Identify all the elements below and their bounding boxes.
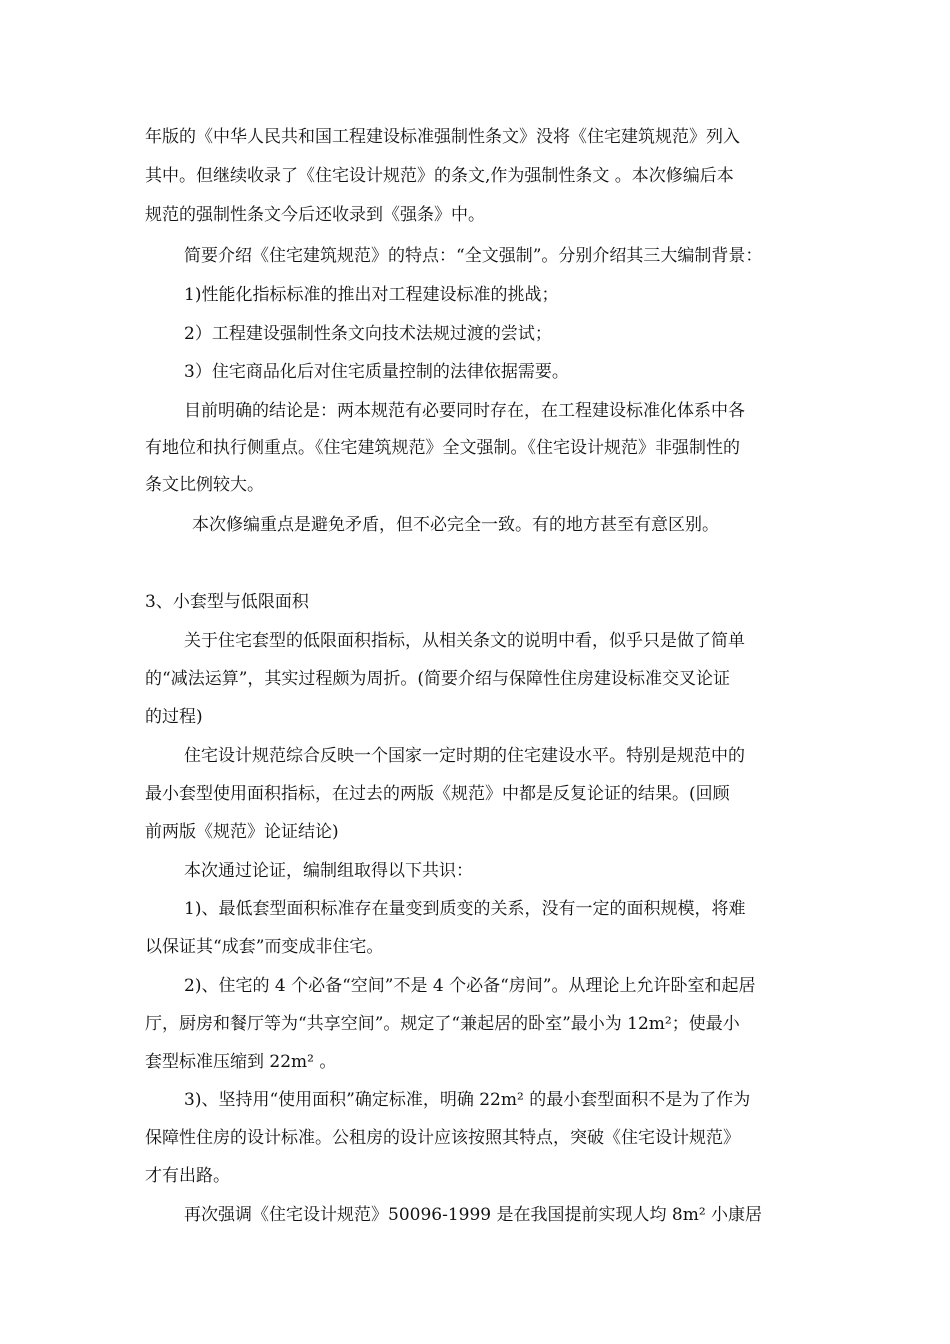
paragraph-line: 以保证其“成套”而变成非住宅。	[145, 937, 384, 957]
list-item: 3）住宅商品化后对住宅质量控制的法律依据需要。	[184, 362, 569, 382]
list-item: 2)、住宅的 4 个必备“空间”不是 4 个必备“房间”。从理论上允许卧室和起居	[184, 976, 756, 996]
list-item: 2）工程建设强制性条文向技术法规过渡的尝试；	[184, 324, 552, 344]
paragraph-line: 的“减法运算”，其实过程颇为周折。(简要介绍与保障性住房建设标准交叉论证	[145, 669, 731, 689]
paragraph-line: 本次通过论证，编制组取得以下共识：	[184, 861, 473, 881]
paragraph-line: 有地位和执行侧重点。《住宅建筑规范》全文强制。《住宅设计规范》非强制性的	[145, 438, 740, 458]
paragraph-line: 其中。但继续收录了《住宅设计规范》的条文,作为强制性条文 。本次修编后本	[145, 166, 734, 186]
paragraph-line: 才有出路。	[145, 1166, 230, 1186]
paragraph-line: 套型标准压缩到 22m² 。	[145, 1052, 337, 1072]
section-heading: 3、小套型与低限面积	[145, 592, 309, 612]
paragraph-line: 本次修编重点是避免矛盾，但不必完全一致。有的地方甚至有意区别。	[192, 515, 719, 535]
paragraph-line: 再次强调《住宅设计规范》50096-1999 是在我国提前实现人均 8m² 小康居	[184, 1205, 763, 1225]
paragraph-line: 关于住宅套型的低限面积指标，从相关条文的说明中看，似乎只是做了简单	[184, 631, 745, 651]
list-item: 3)、坚持用“使用面积”确定标准，明确 22m² 的最小套型面积不是为了作为	[184, 1090, 751, 1110]
paragraph-line: 保障性住房的设计标准。公租房的设计应该按照其特点，突破《住宅设计规范》	[145, 1128, 740, 1148]
paragraph-line: 简要介绍《住宅建筑规范》的特点：“全文强制”。分别介绍其三大编制背景：	[184, 246, 763, 266]
paragraph-line: 前两版《规范》论证结论)	[145, 822, 339, 842]
paragraph-line: 厅，厨房和餐厅等为“共享空间”。规定了“兼起居的卧室”最小为 12m²；使最小	[145, 1014, 740, 1034]
paragraph-line: 目前明确的结论是：两本规范有必要同时存在，在工程建设标准化体系中各	[184, 401, 745, 421]
paragraph-line: 年版的《中华人民共和国工程建设标准强制性条文》没将《住宅建筑规范》列入	[145, 127, 740, 147]
list-item: 1)、最低套型面积标准存在量变到质变的关系，没有一定的面积规模，将难	[184, 899, 746, 919]
paragraph-line: 条文比例较大。	[145, 475, 264, 495]
paragraph-line: 最小套型使用面积指标，在过去的两版《规范》中都是反复论证的结果。(回顾	[145, 784, 730, 804]
list-item: 1)性能化指标标准的推出对工程建设标准的挑战；	[184, 285, 559, 305]
paragraph-line: 规范的强制性条文今后还收录到《强条》中。	[145, 205, 485, 225]
paragraph-line: 的过程)	[145, 707, 203, 727]
paragraph-line: 住宅设计规范综合反映一个国家一定时期的住宅建设水平。特别是规范中的	[184, 746, 745, 766]
